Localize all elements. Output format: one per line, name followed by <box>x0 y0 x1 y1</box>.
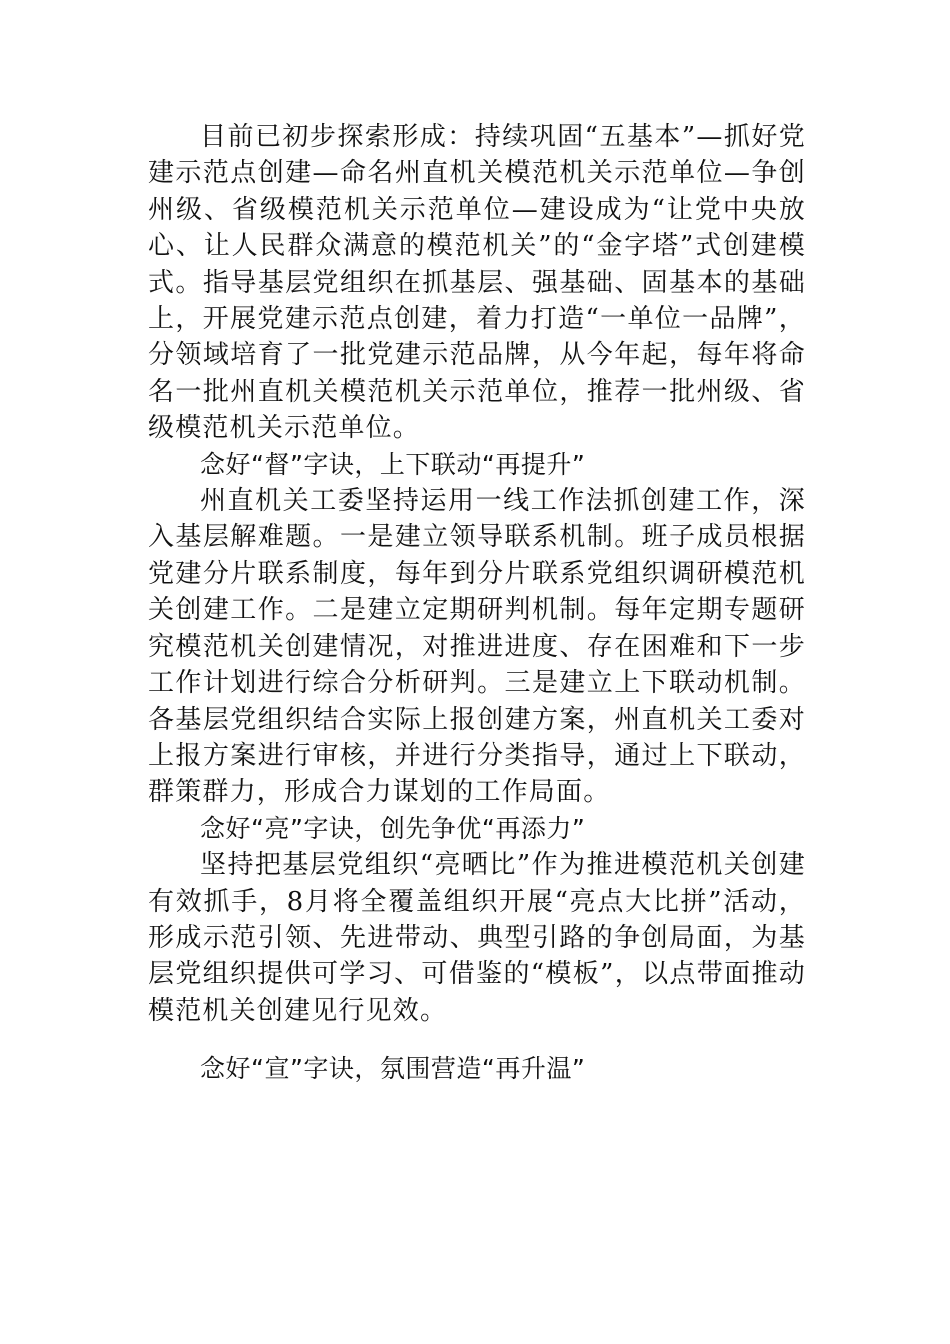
paragraph-showcase: 坚持把基层党组织“亮晒比”作为推进模范机关创建有效抓手，8月将全覆盖组织开展“亮点大比拼”活动，形成示范引领、先进带动、典型引路的争创局面，为基层党组织提供可学习、可借鉴的“模板”，以点带面推动模范机关创建见行见效。 <box>148 850 806 1026</box>
document-body <box>148 119 806 1088</box>
heading-supervise: 念好“督”字诀，上下联动“再提升” <box>200 449 586 479</box>
heading-publicity: 念好“宣”字诀，氛围营造“再升温” <box>200 1054 586 1084</box>
paragraph-model-organ-creation: 目前已初步探索形成：持续巩固“五基本”—抓好党建示范点创建—命名州直机关模范机关示范单位—争创州级、省级模范机关示范单位—建设成为“让党中央放心、让人民群众满意的模范机关”的“金字塔”式创建模式。指导基层党组织在抓基层、强基础、固基本的基础上，开展党建示范点创建，着力打造“一单位一品牌”，分领域培育了一批党建示范品牌，从今年起，每年将命名一批州直机关模范机关示范单位，推荐一批州级、省级模范机关示范单位。 <box>148 122 806 444</box>
paragraph-supervise: 州直机关工委坚持运用一线工作法抓创建工作，深入基层解难题。一是建立领导联系机制。班子成员根据党建分片联系制度，每年到分片联系党组织调研模范机关创建工作。二是建立定期研判机制。每年定期专题研究模范机关创建情况，对推进进度、存在困难和下一步工作计划进行综合分析研判。三是建立上下联动机制。各基层党组织结合实际上报创建方案，州直机关工委对上报方案进行审核，并进行分类指导，通过上下联动，群策群力，形成合力谋划的工作局面。 <box>148 486 806 808</box>
heading-showcase: 念好“亮”字诀，创先争优“再添力” <box>200 813 586 843</box>
